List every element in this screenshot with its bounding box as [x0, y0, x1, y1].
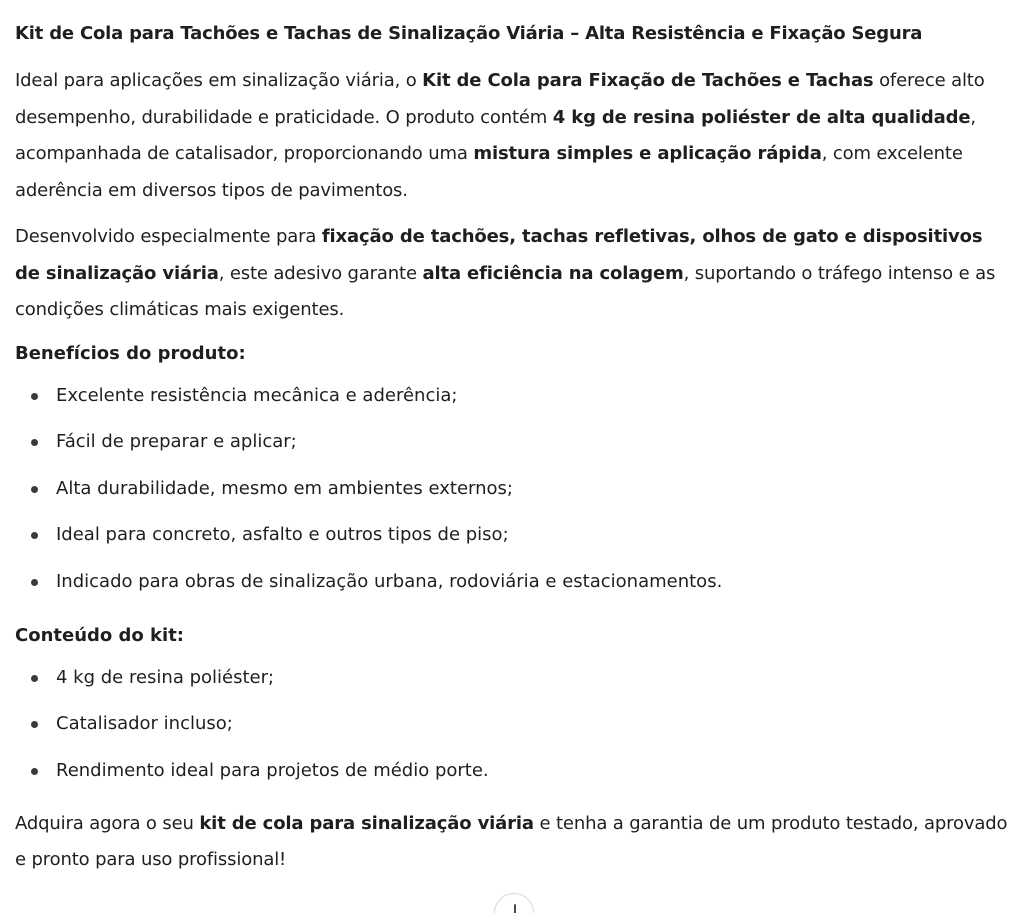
development-paragraph	[15, 219, 1010, 329]
list-item-text: 4 kg de resina poliéster;	[56, 666, 275, 688]
list-item	[15, 520, 1010, 550]
intro-bold-1: Kit de Cola para Fixação de Tachões e Tachas	[422, 70, 874, 91]
intro-text-4: , com excelente aderência em diversos tipos de pavimentos.	[15, 143, 963, 201]
dev-bold-2: alta eficiência na colagem	[422, 262, 684, 284]
dev-bold-1: fixação de tachões, tachas refletivas, olhos de gato e dispositivos de sinalização viária	[15, 226, 983, 284]
intro-paragraph	[15, 63, 1010, 209]
list-item	[15, 381, 1010, 411]
dev-text-2: , este adesivo garante	[218, 262, 423, 284]
intro-bold-2: 4 kg de resina poliéster de alta qualidade	[552, 106, 971, 128]
list-item-text: Alta durabilidade, mesmo em ambientes externos;	[56, 477, 513, 499]
list-item-text: Indicado para obras de sinalização urbana, rodoviária e estacionamentos.	[56, 570, 723, 592]
list-item	[15, 709, 1010, 739]
list-item-text: Catalisador incluso;	[56, 713, 233, 734]
list-item	[15, 427, 1010, 457]
bullet-icon	[31, 393, 38, 400]
closing-text-1: Adquira agora o seu	[15, 812, 200, 834]
list-item-text: Excelente resistência mecânica e aderência;	[56, 384, 458, 406]
list-item	[15, 663, 1010, 693]
bullet-icon	[31, 768, 38, 775]
list-item	[15, 756, 1010, 786]
bullet-icon	[31, 532, 38, 539]
intro-text-2: oferece alto desempenho, durabilidade e praticidade. O produto contém	[15, 70, 985, 128]
list-item-text: Fácil de preparar e aplicar;	[56, 431, 297, 452]
bullet-icon	[31, 439, 38, 446]
closing-section	[15, 806, 1010, 879]
closing-bold-1: kit de cola para sinalização viária	[199, 812, 534, 834]
bullet-icon	[31, 486, 38, 493]
closing-paragraph	[15, 806, 1010, 879]
contents-list	[15, 663, 1010, 786]
list-item	[15, 474, 1010, 504]
document-body	[15, 19, 1010, 889]
benefits-heading: Benefícios do produto:	[15, 342, 246, 364]
bullet-icon	[31, 721, 38, 728]
list-item-text: Rendimento ideal para projetos de médio porte.	[56, 759, 489, 781]
intro-bold-3: mistura simples e aplicação rápida	[473, 143, 822, 164]
list-item	[15, 567, 1010, 597]
list-item-text: Ideal para concreto, asfalto e outros tipos de piso;	[56, 524, 509, 545]
contents-heading: Conteúdo do kit:	[15, 624, 184, 646]
benefits-list	[15, 381, 1010, 597]
dev-text-1: Desenvolvido especialmente para	[15, 226, 322, 247]
intro-text-1: Ideal para aplicações em sinalização viária, o	[15, 70, 423, 91]
arrow-down-icon	[507, 903, 523, 913]
bullet-icon	[31, 675, 38, 682]
dev-text-3: , suportando o tráfego intenso e as condições climáticas mais exigentes.	[15, 262, 996, 320]
scroll-down-button[interactable]	[494, 893, 534, 913]
intro-text-3: , acompanhada de catalisador, proporcionando uma	[15, 106, 976, 164]
product-title: Kit de Cola para Tachões e Tachas de Sinalização Viária – Alta Resistência e Fixação Segura	[15, 23, 923, 44]
closing-text-2: e tenha a garantia de um produto testado, aprovado e pronto para uso profissional!	[15, 812, 1008, 870]
bullet-icon	[31, 579, 38, 586]
